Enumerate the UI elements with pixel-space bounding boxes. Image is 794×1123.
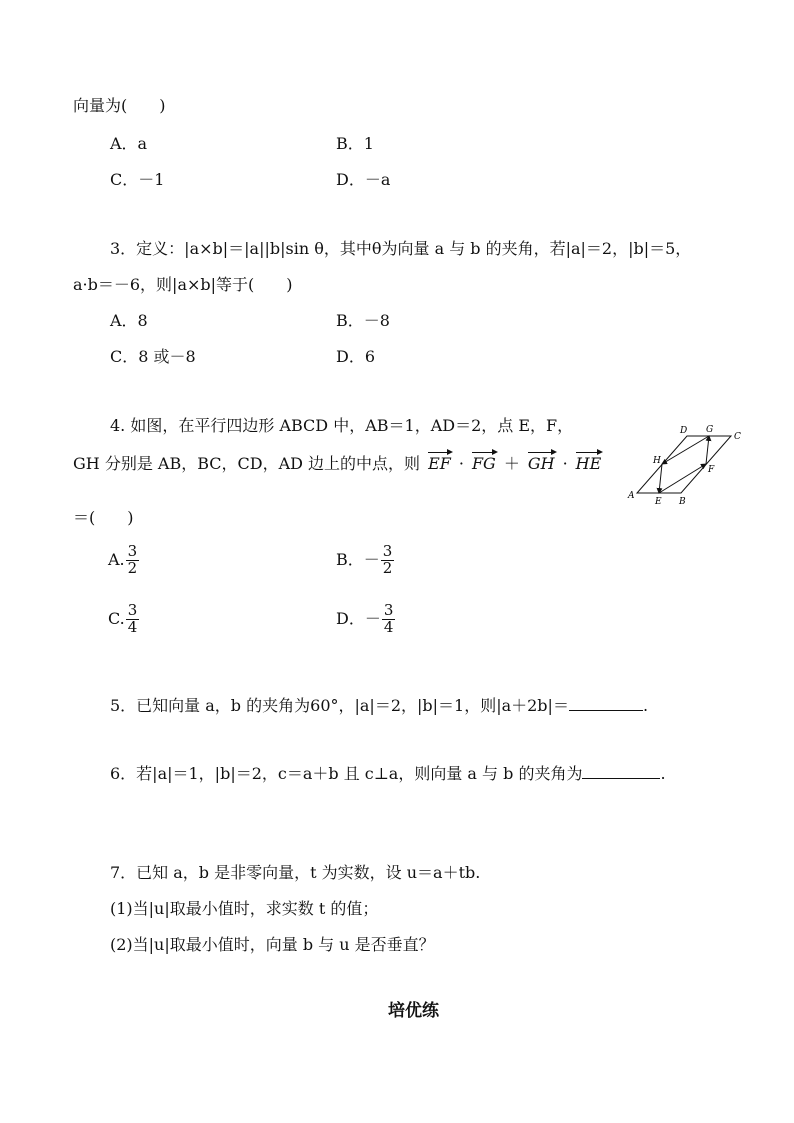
- q4-line2: [73, 452, 603, 472]
- q7-part2: (2)当|u|取最小值时，向量 b 与 u 是否垂直？: [110, 935, 435, 954]
- q3-option-a: A．8: [110, 311, 148, 330]
- q5: [110, 696, 648, 714]
- q5-end: .: [642, 696, 649, 715]
- label-c: C: [734, 432, 741, 442]
- vector-he-arrow: [659, 464, 662, 493]
- parallelogram-figure: [624, 422, 754, 508]
- vector-ef-arrow: [659, 464, 706, 493]
- q6: [110, 764, 666, 782]
- label-h: H: [653, 456, 661, 466]
- label-e: E: [655, 497, 662, 507]
- q5-text: 5．已知向量 a，b 的夹角为60°，|a|＝2，|b|＝1，则|a＋2b|＝: [110, 696, 569, 715]
- section-title: 培优练: [388, 1001, 439, 1021]
- fraction: [126, 544, 140, 577]
- fraction: [381, 544, 395, 577]
- numerator: 3: [383, 601, 394, 619]
- answer-blank[interactable]: [582, 764, 660, 779]
- q4-option-b: [336, 544, 395, 577]
- denominator: 4: [383, 617, 394, 636]
- q3-line2: a·b＝－6，则|a×b|等于( ): [73, 275, 293, 294]
- vector-fg: FG: [471, 454, 496, 473]
- option-b: B．1: [336, 134, 374, 153]
- label-f: F: [708, 465, 715, 475]
- q3-line1: 3．定义：|a×b|＝|a||b|sin θ，其中θ为向量 a 与 b 的夹角，若|a|＝2，|b|＝5，: [110, 239, 692, 258]
- option-d: D．－a: [336, 170, 391, 189]
- denominator: 2: [382, 558, 393, 577]
- vector-gh-arrow: [662, 436, 709, 464]
- q4-option-a: [108, 544, 140, 577]
- denominator: 4: [127, 617, 138, 636]
- denominator: 2: [127, 558, 138, 577]
- option-a: A．a: [110, 134, 148, 153]
- vector-gh: GH: [527, 454, 555, 473]
- answer-blank[interactable]: [569, 696, 643, 711]
- label-d: D: [680, 426, 688, 436]
- q7-line1: 7．已知 a，b 是非零向量，t 为实数，设 u＝a＋tb.: [110, 863, 481, 882]
- q4-option-b-label: B．－: [336, 550, 380, 570]
- option-c: C．－1: [110, 170, 165, 189]
- numerator: 3: [382, 542, 393, 560]
- q3-option-c: C．8 或－8: [110, 347, 196, 366]
- q4-option-a-label: A.: [108, 550, 125, 570]
- q3-option-d: D．6: [336, 347, 376, 366]
- q7-part1: (1)当|u|取最小值时，求实数 t 的值；: [110, 899, 379, 918]
- plus-operator: ＋: [503, 454, 520, 473]
- q4-option-c: [108, 603, 140, 636]
- dot-operator: ·: [458, 454, 464, 473]
- q4-option-d-label: D．－: [336, 609, 381, 629]
- label-a: A: [628, 491, 635, 501]
- vector-ef: EF: [428, 454, 451, 473]
- fraction: [382, 603, 396, 636]
- label-b: B: [679, 497, 686, 507]
- q3-option-b: B．－8: [336, 311, 390, 330]
- q4-line1: 4. 如图，在平行四边形 ABCD 中，AB＝1，AD＝2，点 E，F，: [110, 416, 574, 435]
- dot-operator: ·: [562, 454, 568, 473]
- numerator: 3: [127, 542, 138, 560]
- fraction: [126, 603, 140, 636]
- numerator: 3: [127, 601, 138, 619]
- q6-end: .: [660, 764, 666, 783]
- q4-line2-text: GH 分别是 AB，BC，CD，AD 边上的中点，则: [73, 454, 421, 473]
- label-g: G: [706, 425, 714, 435]
- q4-option-c-label: C.: [108, 609, 125, 629]
- parallelogram-outline: [637, 436, 731, 493]
- vector-he: HE: [575, 454, 602, 473]
- q6-text: 6．若|a|＝1，|b|＝2，c＝a＋b 且 c⊥a，则向量 a 与 b 的夹角为: [110, 764, 583, 783]
- q4-line3: ＝( ): [73, 508, 134, 527]
- question-stem-tail: 向量为( ): [73, 96, 166, 115]
- vector-fg-arrow: [706, 436, 709, 464]
- q4-option-d: [336, 603, 396, 636]
